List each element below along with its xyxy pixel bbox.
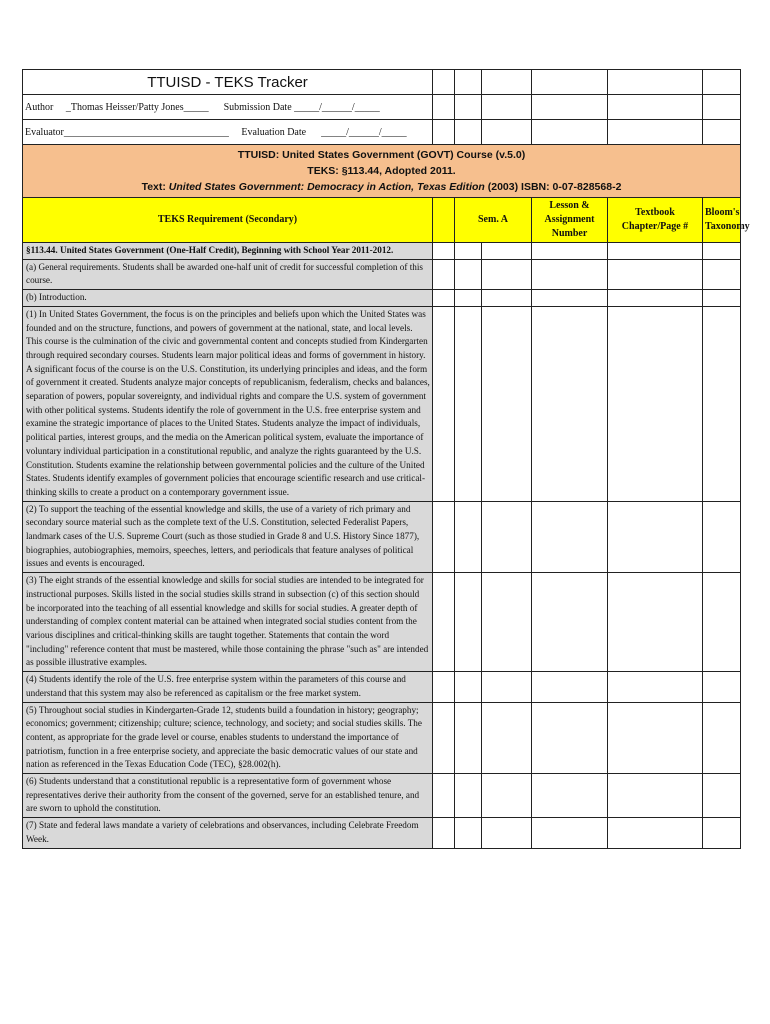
cell-lesson[interactable] <box>482 259 532 289</box>
cell-textbook[interactable] <box>532 306 608 501</box>
cell-extra[interactable] <box>703 702 741 774</box>
cell-sem-a[interactable] <box>455 243 482 260</box>
requirement-row: (1) In United States Government, the focus is on the principles and beliefs upon which the United States was founded and on the structure, functions, and powers of government at the national, state, and local levels. This course is the culmination of the civic and governmental content and concepts studied from Kindergarten through required secondary courses. Students learn major political ideas and forms of government in history. A significant focus of the course is on the U.S. Constitution, its underlying principles and ideas, and the form of government it created. Students analyze major concepts of republicanism, federalism, checks and balances, separation of powers, popular sovereignty, and individual rights and compare the U.S. system of government with other political systems. Students identify the role of government in the U.S. free enterprise system and examine the strategic importance of places to the United States. Students analyze the impact of individuals, political parties, interest groups, and the media on the American political system, evaluate the importance of voluntary individual participation in a constitutional republic, and analyze the rights guaranteed by the U.S. Constitution. Students examine the relationship between governmental policies and the culture of the United States. Students identify examples of government policies that encourage scientific research and use critical-thinking skills to create a product on a contemporary government issue. <box>23 306 433 501</box>
cell-sem-a[interactable] <box>455 306 482 501</box>
author-cell-extra[interactable] <box>703 95 741 120</box>
cell-textbook[interactable] <box>532 774 608 818</box>
course-textbook-prefix: Text: <box>141 181 169 193</box>
cell-extra[interactable] <box>703 501 741 573</box>
cell-sem[interactable] <box>433 501 455 573</box>
cell-lesson[interactable] <box>482 702 532 774</box>
cell-sem-a[interactable] <box>455 573 482 672</box>
course-info-banner <box>23 145 741 198</box>
course-textbook <box>25 179 738 195</box>
evaluator-line: Evaluator_________________________________ Evaluation Date _____/______/_____ <box>23 120 433 145</box>
cell-extra[interactable] <box>703 672 741 702</box>
page-title: TTUISD - TEKS Tracker <box>23 70 433 95</box>
cell-blooms[interactable] <box>608 306 703 501</box>
cell-sem-a[interactable] <box>455 259 482 289</box>
cell-lesson[interactable] <box>482 243 532 260</box>
author-cell-sem-a[interactable] <box>455 95 482 120</box>
cell-blooms[interactable] <box>608 672 703 702</box>
cell-sem-a[interactable] <box>455 290 482 307</box>
cell-sem[interactable] <box>433 290 455 307</box>
title-cell-sem-a[interactable] <box>455 70 482 95</box>
course-title: TTUISD: United States Government (GOVT) Course (v.5.0) <box>237 149 526 161</box>
cell-sem-a[interactable] <box>455 672 482 702</box>
evaluator-cell-lesson[interactable] <box>482 120 532 145</box>
requirement-row: (4) Students identify the role of the U.S. free enterprise system within the parameters of this course and understand that this system may also be referenced as capitalism or the free market system. <box>23 672 433 702</box>
cell-textbook[interactable] <box>532 573 608 672</box>
cell-blooms[interactable] <box>608 573 703 672</box>
evaluator-cell-sem[interactable] <box>433 120 455 145</box>
requirement-row: (6) Students understand that a constitutional republic is a representative form of government whose representatives derive their authority from the consent of the governed, serve for an established tenure, and are sworn to uphold the constitution. <box>23 774 433 818</box>
column-header-lesson: Lesson & Assignment Number <box>532 198 608 243</box>
author-cell-textbook[interactable] <box>532 95 608 120</box>
cell-textbook[interactable] <box>532 243 608 260</box>
cell-blooms[interactable] <box>608 259 703 289</box>
cell-blooms[interactable] <box>608 702 703 774</box>
cell-sem-a[interactable] <box>455 702 482 774</box>
cell-textbook[interactable] <box>532 290 608 307</box>
cell-textbook[interactable] <box>532 818 608 848</box>
cell-extra[interactable] <box>703 290 741 307</box>
cell-sem-a[interactable] <box>455 818 482 848</box>
cell-extra[interactable] <box>703 818 741 848</box>
cell-lesson[interactable] <box>482 501 532 573</box>
cell-sem-a[interactable] <box>455 774 482 818</box>
cell-textbook[interactable] <box>532 501 608 573</box>
cell-extra[interactable] <box>703 306 741 501</box>
cell-extra[interactable] <box>703 259 741 289</box>
title-cell-lesson[interactable] <box>482 70 532 95</box>
cell-lesson[interactable] <box>482 290 532 307</box>
requirement-row: (a) General requirements. Students shall be awarded one-half unit of credit for successful completion of this course. <box>23 259 433 289</box>
cell-textbook[interactable] <box>532 259 608 289</box>
title-cell-extra[interactable] <box>703 70 741 95</box>
cell-sem-a[interactable] <box>455 501 482 573</box>
author-cell-sem[interactable] <box>433 95 455 120</box>
column-header-blank <box>433 198 455 243</box>
cell-lesson[interactable] <box>482 672 532 702</box>
author-cell-lesson[interactable] <box>482 95 532 120</box>
cell-extra[interactable] <box>703 243 741 260</box>
cell-blooms[interactable] <box>608 818 703 848</box>
cell-lesson[interactable] <box>482 573 532 672</box>
cell-blooms[interactable] <box>608 501 703 573</box>
cell-lesson[interactable] <box>482 818 532 848</box>
cell-blooms[interactable] <box>608 243 703 260</box>
requirement-row: (5) Throughout social studies in Kindergarten-Grade 12, students build a foundation in history; geography; economics; government; citizenship; culture; science, technology, and society; and social studies skills. The content, as appropriate for the grade level or course, enables students to understand the importance of patriotism, function in a free enterprise society, and appreciate the basic democratic values of our state and nation as referenced in the Texas Education Code (TEC), §28.002(h). <box>23 702 433 774</box>
course-teks: TEKS: §113.44, Adopted 2011. <box>307 165 456 177</box>
teks-tracker-sheet <box>22 69 750 849</box>
cell-blooms[interactable] <box>608 290 703 307</box>
author-cell-blooms[interactable] <box>608 95 703 120</box>
cell-sem[interactable] <box>433 774 455 818</box>
course-textbook-title: United States Government: Democracy in Action, Texas Edition <box>168 181 485 193</box>
cell-blooms[interactable] <box>608 774 703 818</box>
evaluator-cell-sem-a[interactable] <box>455 120 482 145</box>
cell-textbook[interactable] <box>532 672 608 702</box>
evaluator-cell-textbook[interactable] <box>532 120 608 145</box>
requirement-row: (2) To support the teaching of the essential knowledge and skills, the use of a variety of rich primary and secondary source material such as the complete text of the U.S. Constitution, selected Federalist Papers, landmark cases of the U.S. Supreme Court (such as those studied in Grade 8 and U.S. History Since 1877), biographies, autobiographies, memoirs, speeches, letters, and periodicals that feature analyses of political issues and events is encouraged. <box>23 501 433 573</box>
cell-sem[interactable] <box>433 672 455 702</box>
requirement-row: (7) State and federal laws mandate a variety of celebrations and observances, including Celebrate Freedom Week. <box>23 818 433 848</box>
cell-lesson[interactable] <box>482 306 532 501</box>
course-textbook-isbn: (2003) ISBN: 0-07-828568-2 <box>484 181 622 193</box>
title-cell-textbook[interactable] <box>532 70 608 95</box>
column-header-sem: Sem. A <box>455 198 532 243</box>
column-header-requirement: TEKS Requirement (Secondary) <box>23 198 433 243</box>
cell-sem[interactable] <box>433 573 455 672</box>
title-cell-blooms[interactable] <box>608 70 703 95</box>
requirement-row: §113.44. United States Government (One-Half Credit), Beginning with School Year 2011-2012. <box>23 243 433 260</box>
author-line: Author _Thomas Heisser/Patty Jones_____ Submission Date _____/______/_____ <box>23 95 433 120</box>
title-cell-sem[interactable] <box>433 70 455 95</box>
cell-sem[interactable] <box>433 702 455 774</box>
cell-lesson[interactable] <box>482 774 532 818</box>
cell-sem[interactable] <box>433 259 455 289</box>
evaluator-cell-blooms[interactable] <box>608 120 703 145</box>
column-header-textbook: Textbook Chapter/Page # <box>608 198 703 243</box>
evaluator-cell-extra[interactable] <box>703 120 741 145</box>
cell-sem[interactable] <box>433 818 455 848</box>
column-header-blooms: Bloom's Taxonomy <box>703 198 741 243</box>
cell-textbook[interactable] <box>532 702 608 774</box>
requirement-row: (b) Introduction. <box>23 290 433 307</box>
cell-sem[interactable] <box>433 306 455 501</box>
teks-table <box>22 69 750 849</box>
cell-extra[interactable] <box>703 573 741 672</box>
cell-extra[interactable] <box>703 774 741 818</box>
cell-sem[interactable] <box>433 243 455 260</box>
requirement-row: (3) The eight strands of the essential knowledge and skills for social studies are intended to be integrated for instructional purposes. Skills listed in the social studies skills strand in subsection (c) of this section should be incorporated into the teaching of all essential knowledge and skills for social studies. A greater depth of understanding of complex content material can be attained when integrated social studies content from the various disciplines and critical-thinking skills are taught together. Statements that contain the word "including" reference content that must be mastered, while those containing the phrase "such as" are intended as possible illustrative examples. <box>23 573 433 672</box>
